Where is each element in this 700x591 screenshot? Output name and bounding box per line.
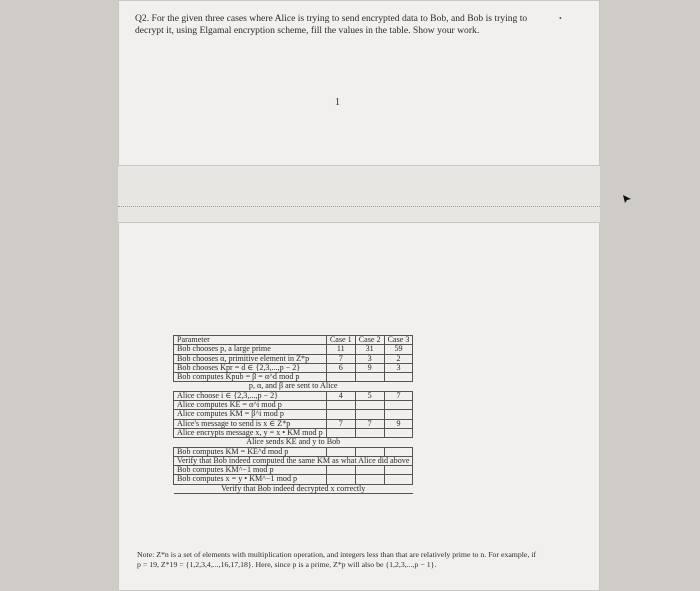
table-row [174, 447, 413, 456]
row-label: Bob computes KM^−1 mod p [174, 466, 327, 475]
table-span-cell: Verify that Bob indeed decrypted x correctly [174, 484, 413, 493]
cell-case-1 [326, 410, 355, 419]
table-row [174, 475, 413, 484]
table-span-cell: Alice sends KE and y to Bob [174, 438, 413, 447]
cell-case-1 [326, 447, 355, 456]
row-label: Alice choose i ∈ {2,3,...,p − 2} [174, 391, 327, 400]
cell-case-3: 59 [384, 345, 413, 354]
cell-case-3: 7 [384, 391, 413, 400]
table-row [174, 382, 413, 391]
row-label: Alice computes KM = β^i mod p [174, 410, 327, 419]
cell-case-1 [326, 401, 355, 410]
row-label: Alice's message to send is x ∈ Z*p [174, 419, 327, 428]
cell-case-3: 9 [384, 419, 413, 428]
table-row [174, 438, 413, 447]
row-label: Bob computes Kpub = β = α^d mod p [174, 373, 327, 382]
cell-case-1: 7 [326, 419, 355, 428]
cell-case-1: 6 [326, 363, 355, 372]
cell-case-3: 3 [384, 363, 413, 372]
row-label: Bob chooses p, a large prime [174, 345, 327, 354]
cell-case-2 [355, 428, 384, 437]
cell-case-2 [355, 373, 384, 382]
cell-case-3 [384, 373, 413, 382]
header-case-1: Case 1 [326, 336, 355, 345]
cell-case-2: 9 [355, 363, 384, 372]
table-row [174, 484, 413, 493]
cell-case-1 [326, 466, 355, 475]
cell-case-1: 7 [326, 354, 355, 363]
row-label: Bob computes KM = KE^d mod p [174, 447, 327, 456]
table-row [174, 354, 413, 363]
cell-case-1: 4 [326, 391, 355, 400]
dot-mark: • [559, 14, 562, 23]
header-parameter: Parameter [174, 336, 327, 345]
table-span-cell: p, α, and β are sent to Alice [174, 382, 413, 391]
row-label: Alice computes KE = α^i mod p [174, 401, 327, 410]
cell-case-2 [355, 466, 384, 475]
table-row [174, 345, 413, 354]
elgamal-table [173, 335, 413, 494]
header-case-2: Case 2 [355, 336, 384, 345]
page-number: 1 [335, 97, 340, 108]
table-row [174, 410, 413, 419]
cell-case-2 [355, 475, 384, 484]
cell-case-2 [355, 401, 384, 410]
cell-case-3 [384, 447, 413, 456]
cell-case-2 [355, 447, 384, 456]
page-divider [118, 206, 600, 207]
cell-case-3: 2 [384, 354, 413, 363]
cell-case-2: 31 [355, 345, 384, 354]
table-span-cell: Verify that Bob indeed computed the same KM as what Alice did above [174, 456, 413, 465]
note-text: Note: Z*n is a set of elements with multiplication operation, and integers less than that are relatively prime to n. For example, if p = 19, Z*19 = {1,2,3,4,...,16,17,18}. Here, since p is a prime, Z*p will also be {1,2,3,...,p − 1}. [137, 550, 537, 569]
cell-case-3 [384, 410, 413, 419]
row-label: Bob chooses α, primitive element in Z*p [174, 354, 327, 363]
cell-case-3 [384, 401, 413, 410]
cell-case-2: 7 [355, 419, 384, 428]
cell-case-1: 11 [326, 345, 355, 354]
cell-case-3 [384, 475, 413, 484]
cell-case-3 [384, 428, 413, 437]
row-label: Bob computes x = y • KM^−1 mod p [174, 475, 327, 484]
cell-case-2: 3 [355, 354, 384, 363]
cell-case-2 [355, 410, 384, 419]
question-card [118, 0, 600, 166]
cell-case-3 [384, 466, 413, 475]
row-label: Bob chooses Kpr = d ∈ {2,3,...,p − 2} [174, 363, 327, 372]
header-case-3: Case 3 [384, 336, 413, 345]
cell-case-1 [326, 475, 355, 484]
cell-case-2: 5 [355, 391, 384, 400]
row-label: Alice encrypts message x, y = x • KM mod p [174, 428, 327, 437]
question-text: Q2. For the given three cases where Alice is trying to send encrypted data to Bob, and Bob is trying to decrypt it, using Elgamal encryption scheme, fill the values in the table. Show your work. [135, 13, 528, 36]
mouse-cursor-icon [622, 194, 632, 204]
